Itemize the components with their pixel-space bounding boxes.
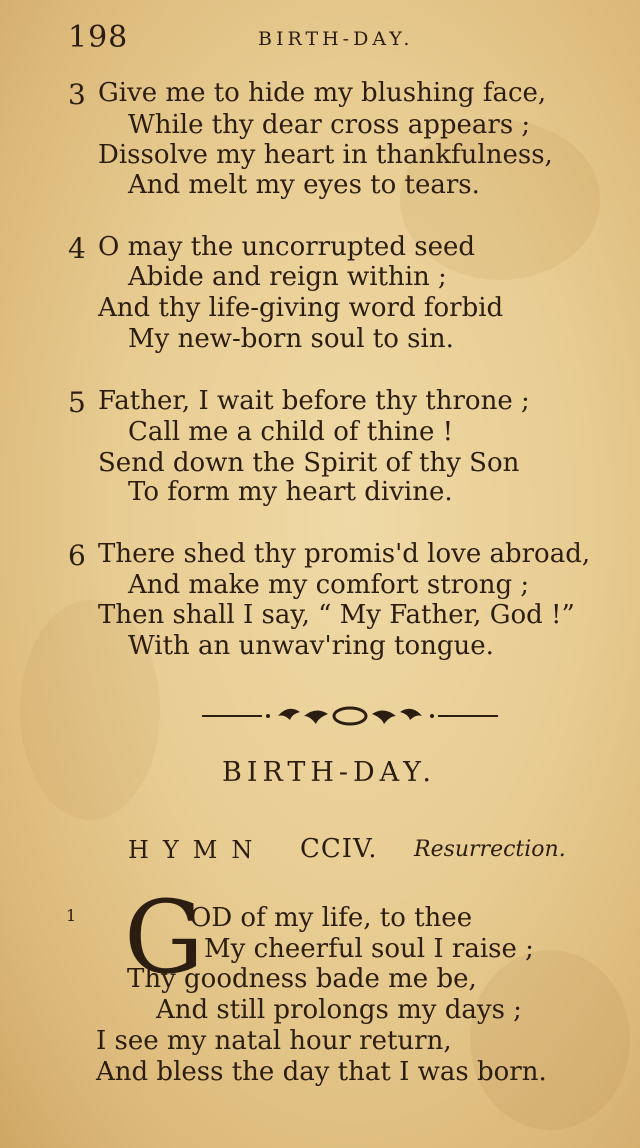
ornament-divider [200,696,500,736]
verse-line: And make my comfort strong ; [128,570,530,600]
page-header [68,18,580,58]
section-title: BIRTH-DAY. [221,757,437,788]
verse-line: Send down the Spirit of thy Son [98,448,520,478]
verse-line: And bless the day that I was born. [96,1057,547,1087]
verse-line: Thy goodness bade me be, [127,964,477,994]
stanza-number: 3 [68,78,86,111]
verse-line: There shed thy promis'd love abroad, [98,539,591,569]
verse-line: Father, I wait before thy throne ; [98,386,530,416]
verse-line: My new-born soul to sin. [128,324,454,354]
hymn-label: HYMN [128,836,267,864]
verse-line: Abide and reign within ; [128,262,447,292]
stanza-number: 6 [68,539,86,572]
stanza-number: 4 [68,232,86,265]
verse-line: And melt my eyes to tears. [128,170,480,200]
paper-stain [470,950,630,1130]
verse-line: Dissolve my heart in thankfulness, [98,140,553,170]
verse-line: With an unwav'ring tongue. [128,631,494,661]
verse-line: And still prolongs my days ; [156,995,522,1025]
verse-line: Call me a child of thine ! [128,417,454,447]
page-number: 198 [68,20,129,55]
verse-line: While thy dear cross appears ; [128,110,531,140]
stanza-number: 1 [66,906,77,925]
stanza-number: 5 [68,386,86,419]
verse-line: Give me to hide my blushing face, [98,78,547,108]
verse-line: My cheerful soul I raise ; [204,934,534,964]
verse-line: And thy life-giving word forbid [98,293,504,323]
verse-line: O may the uncorrupted seed [98,232,475,262]
drop-cap: G [124,879,204,996]
verse-line: Then shall I say, “ My Father, God !” [98,600,575,630]
verse-line: To form my heart divine. [128,477,453,507]
verse-line: OD of my life, to thee [190,903,473,933]
hymn-number: CCIV. [300,834,378,864]
verse-line: I see my natal hour return, [96,1026,452,1056]
hymn-subject: Resurrection. [414,837,566,862]
running-head: BIRTH-DAY. [258,28,414,50]
